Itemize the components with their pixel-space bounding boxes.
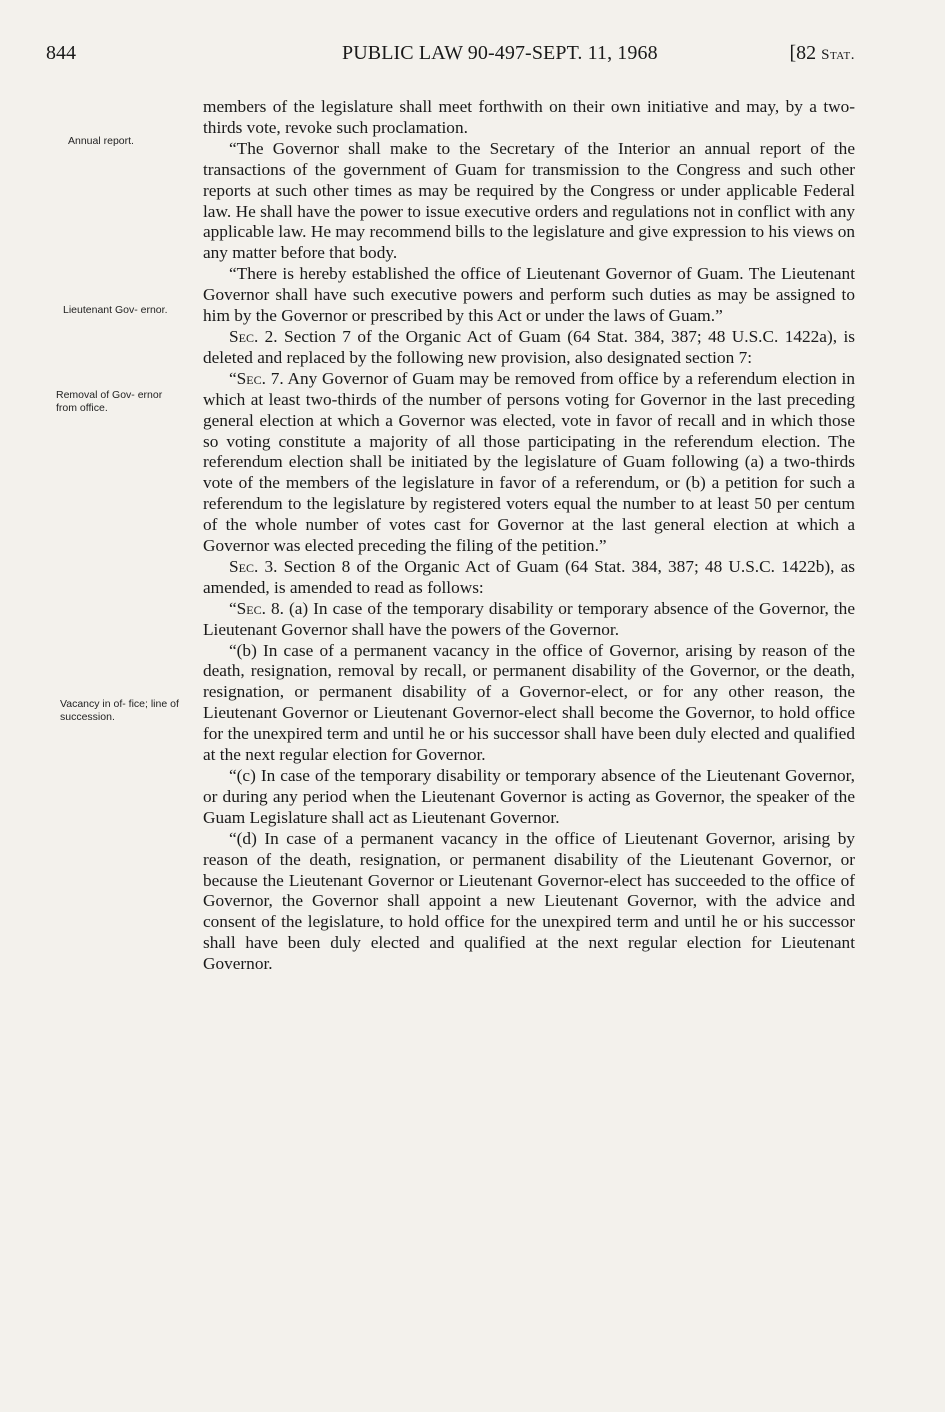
paragraph: “(d) In case of a permanent vacancy in the office of Lieutenant Governor, arising by reason of the death, resignation, or permanent disability of the Lieutenant Governor, or because the Lieutenant Governor or Lieutenant Governor-elect has succeeded to the office of Governor, the Governor shall appoint a new Lieutenant Governor, with the advice and consent of the legislature, to hold office for the unexpired term and until he or his successor shall have been duly elected and qualified at the next regular election for Lieutenant Governor.: [203, 828, 855, 974]
paragraph: [203, 599, 855, 641]
paragraph: [203, 327, 855, 369]
statute-text: [203, 97, 855, 975]
paragraph: [203, 557, 855, 599]
statute-volume: [789, 42, 855, 65]
section-label: “Sec. 7.: [229, 368, 284, 388]
section-label: Sec. 2.: [229, 326, 278, 346]
paragraph-text: (a) In case of the temporary disability or temporary absence of the Governor, the Lieutenant Governor shall have the powers of the Governor.: [203, 598, 855, 639]
paragraph-text: Any Governor of Guam may be removed from office by a referendum election in which at least two-thirds of the number of persons voting for Governor in the last preceding general election at which a Governor was elected, vote in favor of recall and in which those so voting constitute a majority of all those participating in the referendum election. The referendum election shall be initiated by the legislature of Guam following (a) a two-thirds vote of the members of the legislature in favor of a referendum, or (b) a petition for such a referendum to the legislature by registered voters equal the number to at least 50 per centum of the whole number of votes cast for Governor at the last general election at which a Governor was elected preceding the filing of the petition.”: [203, 368, 855, 556]
statute-abbrev: Stat.: [821, 47, 855, 63]
paragraph: “There is hereby established the office of Lieutenant Governor of Guam. The Lieutenant Governor shall have such executive powers and perform such duties as may be assigned to him by the Governor or prescribed by this Act or under the laws of Guam.”: [203, 264, 855, 326]
section-label: “Sec. 8.: [229, 598, 284, 618]
page-number: 844: [46, 42, 76, 64]
paragraph: members of the legislature shall meet forthwith on their own initiative and may, by a two-thirds vote, revoke such proclamation.: [203, 97, 855, 137]
header-title: PUBLIC LAW 90-497-SEPT. 11, 1968: [342, 42, 658, 64]
section-label: Sec. 3.: [229, 556, 278, 576]
statute-volume-number: [82: [789, 42, 822, 64]
paragraph: “(c) In case of the temporary disability or temporary absence of the Lieutenant Governor, or during any period when the Lieutenant Governor is acting as Governor, the speaker of the Guam Legislature shall act as Lieutenant Governor.: [203, 766, 855, 827]
margin-note-removal: Removal of Gov- ernor from office.: [56, 389, 163, 414]
running-header: [46, 40, 855, 70]
margin-note-lieutenant-governor: Lieutenant Gov- ernor.: [63, 304, 168, 316]
paragraph: [203, 369, 855, 557]
paragraph: “(b) In case of a permanent vacancy in the office of Governor, arising by reason of the death, resignation, removal by recall, or permanent disability of the Governor, or the death, resignation, or permanent disability of a Governor-elect, or for any other reason, the Lieutenant Governor or Lieutenant Governor-elect shall become the Governor, to hold office for the unexpired term and until he or his successor shall have been duly elected and qualified at the next regular election for Governor.: [203, 640, 855, 765]
margin-note-vacancy: Vacancy in of- fice; line of succession.: [60, 698, 179, 723]
paragraph-text: Section 7 of the Organic Act of Guam (64 Stat. 384, 387; 48 U.S.C. 1422a), is deleted and replaced by the following new provision, also designated section 7:: [203, 326, 855, 367]
margin-note-annual-report: Annual report.: [68, 135, 134, 147]
paragraph-text: Section 8 of the Organic Act of Guam (64 Stat. 384, 387; 48 U.S.C. 1422b), as amended, is amended to read as follows:: [203, 556, 856, 597]
paragraph: “The Governor shall make to the Secretary of the Interior an annual report of the transactions of the government of Guam for transmission to the Congress and such other reports at such other times as may be required by the Congress or under applicable Federal law. He shall have the power to issue executive orders and regulations not in conflict with any applicable law. He may recommend bills to the legislature and give expression to his views on any matter before that body.: [203, 138, 855, 263]
